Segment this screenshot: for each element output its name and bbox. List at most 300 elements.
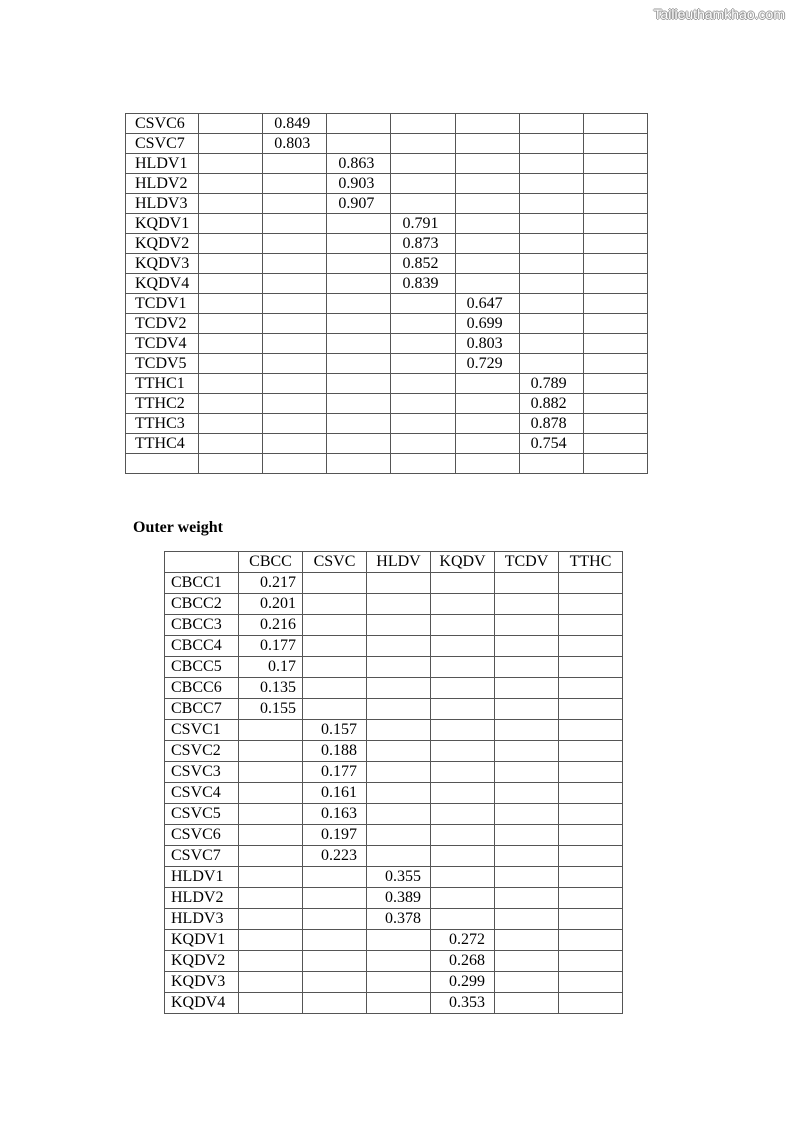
table-row — [165, 678, 623, 699]
table-cell — [199, 114, 263, 134]
table-cell: 0.201 — [239, 594, 303, 615]
table-cell — [431, 657, 495, 678]
table-cell — [519, 334, 583, 354]
table-cell — [327, 394, 391, 414]
table-cell — [495, 846, 559, 867]
table-row — [126, 174, 648, 194]
table-cell — [559, 699, 623, 720]
table-cell — [367, 846, 431, 867]
table-cell: 0.378 — [367, 909, 431, 930]
table-cell — [239, 741, 303, 762]
table-cell — [519, 294, 583, 314]
table-cell — [583, 374, 647, 394]
table-cell — [303, 867, 367, 888]
row-label: CBCC6 — [165, 678, 239, 699]
table-row — [126, 114, 648, 134]
table-cell — [431, 762, 495, 783]
table-cell — [559, 720, 623, 741]
table-cell: 0.789 — [519, 374, 583, 394]
table-cell: 0.268 — [431, 951, 495, 972]
table-cell — [559, 972, 623, 993]
table-cell — [559, 594, 623, 615]
table-cell — [519, 274, 583, 294]
row-label: CSVC4 — [165, 783, 239, 804]
table-cell — [431, 741, 495, 762]
table-cell — [327, 374, 391, 394]
table-cell: 0.163 — [303, 804, 367, 825]
table-cell: 0.272 — [431, 930, 495, 951]
row-label: KQDV1 — [165, 930, 239, 951]
table-cell — [519, 454, 583, 474]
table-cell — [519, 254, 583, 274]
table-cell: 0.803 — [455, 334, 519, 354]
table-cell — [391, 194, 455, 214]
table-cell — [263, 294, 327, 314]
table-cell: 0.197 — [303, 825, 367, 846]
row-label: KQDV2 — [165, 951, 239, 972]
table-cell — [199, 314, 263, 334]
table-row — [126, 274, 648, 294]
table-cell — [263, 394, 327, 414]
table-cell: 0.754 — [519, 434, 583, 454]
table-cell — [199, 194, 263, 214]
table-row — [165, 615, 623, 636]
table-cell — [559, 636, 623, 657]
table-cell — [367, 783, 431, 804]
table-row — [165, 930, 623, 951]
table-cell — [263, 214, 327, 234]
row-label: CBCC4 — [165, 636, 239, 657]
table-cell: 0.699 — [455, 314, 519, 334]
table-cell — [559, 657, 623, 678]
table-cell — [239, 951, 303, 972]
table-cell — [367, 678, 431, 699]
table-cell — [263, 274, 327, 294]
table-cell — [199, 254, 263, 274]
table-cell — [495, 867, 559, 888]
table-cell — [519, 194, 583, 214]
row-label: CSVC7 — [126, 134, 199, 154]
table-cell — [391, 154, 455, 174]
table-row — [165, 720, 623, 741]
table-cell — [583, 214, 647, 234]
table-cell — [367, 741, 431, 762]
table-cell — [303, 657, 367, 678]
table-cell — [495, 804, 559, 825]
table-row — [126, 394, 648, 414]
table-row — [126, 234, 648, 254]
table-row — [165, 657, 623, 678]
table-cell — [559, 573, 623, 594]
row-label: KQDV4 — [165, 993, 239, 1014]
table-cell — [559, 678, 623, 699]
table-cell — [327, 134, 391, 154]
table-cell — [559, 951, 623, 972]
outer-weight-table — [164, 551, 623, 1014]
table-cell — [327, 314, 391, 334]
table-row — [165, 594, 623, 615]
table-cell — [455, 234, 519, 254]
table-row — [165, 909, 623, 930]
table-cell — [199, 274, 263, 294]
table-cell — [431, 888, 495, 909]
table-cell — [327, 294, 391, 314]
table-cell — [455, 174, 519, 194]
table-cell — [431, 804, 495, 825]
outer-loadings-table — [125, 113, 648, 474]
table-cell — [303, 699, 367, 720]
table-row — [165, 783, 623, 804]
table-row — [126, 154, 648, 174]
table-cell — [455, 254, 519, 274]
table-cell: 0.155 — [239, 699, 303, 720]
table-cell: 0.355 — [367, 867, 431, 888]
table-cell — [559, 783, 623, 804]
column-header: TCDV — [495, 552, 559, 573]
row-label: CBCC2 — [165, 594, 239, 615]
table-cell — [431, 825, 495, 846]
table-row — [165, 804, 623, 825]
table-cell: 0.299 — [431, 972, 495, 993]
table-cell — [239, 909, 303, 930]
table-cell — [431, 615, 495, 636]
table-cell — [495, 951, 559, 972]
table-cell — [495, 699, 559, 720]
table-cell — [455, 454, 519, 474]
row-label: KQDV3 — [165, 972, 239, 993]
column-header: CBCC — [239, 552, 303, 573]
table-cell — [367, 699, 431, 720]
table-cell: 0.907 — [327, 194, 391, 214]
table-row — [126, 134, 648, 154]
table-cell — [199, 234, 263, 254]
row-label: CBCC1 — [165, 573, 239, 594]
table-cell — [199, 414, 263, 434]
table-cell — [455, 394, 519, 414]
table-cell — [263, 154, 327, 174]
table-cell: 0.157 — [303, 720, 367, 741]
table-cell — [367, 993, 431, 1014]
table-cell — [263, 354, 327, 374]
table-cell — [199, 354, 263, 374]
column-header — [165, 552, 239, 573]
table-cell — [391, 454, 455, 474]
table-cell: 0.729 — [455, 354, 519, 374]
table-cell — [495, 741, 559, 762]
table-cell — [519, 134, 583, 154]
table-row — [126, 334, 648, 354]
table-row — [126, 434, 648, 454]
column-header: KQDV — [431, 552, 495, 573]
table-cell — [495, 657, 559, 678]
table-cell — [583, 154, 647, 174]
table-cell — [239, 867, 303, 888]
table-cell — [431, 636, 495, 657]
watermark-text: Tailieuthamkhao.com — [653, 6, 785, 22]
table-cell — [495, 594, 559, 615]
table-cell — [519, 114, 583, 134]
table-cell — [239, 720, 303, 741]
row-label: HLDV3 — [165, 909, 239, 930]
table-cell — [327, 214, 391, 234]
row-label: KQDV1 — [126, 214, 199, 234]
table-cell — [583, 174, 647, 194]
row-label: TTHC3 — [126, 414, 199, 434]
table-cell — [327, 434, 391, 454]
table-cell — [303, 972, 367, 993]
table-cell: 0.839 — [391, 274, 455, 294]
table-cell — [239, 762, 303, 783]
table-cell — [327, 414, 391, 434]
table-cell: 0.217 — [239, 573, 303, 594]
table-cell — [431, 594, 495, 615]
table-row — [165, 825, 623, 846]
table-cell — [583, 314, 647, 334]
table-cell: 0.647 — [455, 294, 519, 314]
table-cell — [455, 274, 519, 294]
table-cell — [303, 993, 367, 1014]
table-cell: 0.882 — [519, 394, 583, 414]
table-cell — [391, 174, 455, 194]
table-cell: 0.849 — [263, 114, 327, 134]
table-cell: 0.863 — [327, 154, 391, 174]
table-cell — [583, 394, 647, 414]
table-row — [126, 254, 648, 274]
table-cell — [327, 334, 391, 354]
table-cell — [391, 414, 455, 434]
table-cell — [263, 454, 327, 474]
table-cell — [327, 114, 391, 134]
table-cell — [239, 846, 303, 867]
table-row — [165, 636, 623, 657]
table-cell — [519, 214, 583, 234]
table-row — [165, 573, 623, 594]
table-cell — [263, 234, 327, 254]
column-header: HLDV — [367, 552, 431, 573]
table-cell — [519, 354, 583, 374]
table-cell — [583, 134, 647, 154]
row-label: TCDV1 — [126, 294, 199, 314]
table-cell — [327, 354, 391, 374]
table-cell — [391, 334, 455, 354]
table-cell — [303, 909, 367, 930]
table-cell — [367, 720, 431, 741]
row-label: CBCC3 — [165, 615, 239, 636]
table-cell — [391, 134, 455, 154]
table-cell — [367, 825, 431, 846]
table-cell: 0.873 — [391, 234, 455, 254]
table-cell — [263, 254, 327, 274]
table-cell — [431, 678, 495, 699]
table-cell — [431, 846, 495, 867]
table-cell — [559, 909, 623, 930]
table-cell — [263, 414, 327, 434]
table-cell: 0.791 — [391, 214, 455, 234]
table-cell — [367, 951, 431, 972]
table-cell — [495, 573, 559, 594]
table-cell — [495, 930, 559, 951]
table-row — [126, 414, 648, 434]
table-cell — [583, 354, 647, 374]
table-cell — [559, 930, 623, 951]
table-cell — [519, 174, 583, 194]
table-cell — [327, 254, 391, 274]
table-cell — [367, 804, 431, 825]
table-cell — [583, 114, 647, 134]
row-label: HLDV3 — [126, 194, 199, 214]
row-label: CSVC6 — [165, 825, 239, 846]
table-cell — [583, 254, 647, 274]
header-row — [165, 552, 623, 573]
table-row — [126, 454, 648, 474]
table-cell — [303, 930, 367, 951]
table-row — [165, 951, 623, 972]
table-cell — [199, 174, 263, 194]
table-cell — [431, 720, 495, 741]
row-label: HLDV1 — [165, 867, 239, 888]
table-cell — [583, 274, 647, 294]
table-cell — [391, 434, 455, 454]
table-cell — [199, 434, 263, 454]
row-label: HLDV2 — [126, 174, 199, 194]
table-cell — [559, 825, 623, 846]
row-label: HLDV2 — [165, 888, 239, 909]
table-cell — [559, 741, 623, 762]
table-cell — [455, 414, 519, 434]
table-cell — [455, 374, 519, 394]
table-cell — [495, 762, 559, 783]
table-cell — [495, 615, 559, 636]
table-cell — [559, 804, 623, 825]
table-cell — [239, 930, 303, 951]
table-cell — [239, 972, 303, 993]
table-cell — [239, 825, 303, 846]
table-cell — [519, 314, 583, 334]
table-cell — [263, 434, 327, 454]
row-label — [126, 454, 199, 474]
table-cell — [327, 274, 391, 294]
table-row — [126, 214, 648, 234]
table-cell — [455, 134, 519, 154]
table-cell — [327, 454, 391, 474]
table-cell — [583, 194, 647, 214]
table-cell — [583, 294, 647, 314]
table-cell — [303, 636, 367, 657]
row-label: CSVC3 — [165, 762, 239, 783]
table-cell — [303, 594, 367, 615]
table-cell — [455, 214, 519, 234]
row-label: KQDV3 — [126, 254, 199, 274]
table-row — [165, 846, 623, 867]
table-cell — [495, 888, 559, 909]
row-label: CSVC6 — [126, 114, 199, 134]
table-cell: 0.223 — [303, 846, 367, 867]
table-row — [165, 867, 623, 888]
table-cell — [263, 194, 327, 214]
table-cell — [199, 214, 263, 234]
table-cell: 0.135 — [239, 678, 303, 699]
table-cell — [367, 762, 431, 783]
table-cell — [367, 930, 431, 951]
table-cell — [495, 909, 559, 930]
row-label: TTHC1 — [126, 374, 199, 394]
table-cell — [495, 972, 559, 993]
row-label: KQDV2 — [126, 234, 199, 254]
table-cell — [431, 909, 495, 930]
table-cell — [263, 374, 327, 394]
table-row — [165, 972, 623, 993]
row-label: CSVC7 — [165, 846, 239, 867]
table-cell — [391, 294, 455, 314]
table-cell — [199, 394, 263, 414]
table-cell — [367, 972, 431, 993]
table-row — [126, 374, 648, 394]
table-cell — [455, 114, 519, 134]
table-cell — [495, 993, 559, 1014]
table-cell — [263, 314, 327, 334]
table-cell — [559, 888, 623, 909]
table-cell — [559, 762, 623, 783]
row-label: CSVC1 — [165, 720, 239, 741]
table-cell — [367, 636, 431, 657]
table-row — [165, 762, 623, 783]
row-label: CBCC5 — [165, 657, 239, 678]
table-cell: 0.903 — [327, 174, 391, 194]
table-cell: 0.161 — [303, 783, 367, 804]
table-row — [126, 314, 648, 334]
table-cell: 0.803 — [263, 134, 327, 154]
table-cell — [303, 951, 367, 972]
table-cell — [199, 134, 263, 154]
table-cell — [303, 678, 367, 699]
table-cell — [391, 114, 455, 134]
table-cell — [431, 699, 495, 720]
table-cell — [391, 394, 455, 414]
row-label: HLDV1 — [126, 154, 199, 174]
table-cell — [263, 174, 327, 194]
row-label: CSVC2 — [165, 741, 239, 762]
table-cell — [327, 234, 391, 254]
column-header: TTHC — [559, 552, 623, 573]
table-cell — [583, 454, 647, 474]
table-cell — [303, 573, 367, 594]
table-row — [126, 194, 648, 214]
table-cell: 0.852 — [391, 254, 455, 274]
table-cell — [431, 573, 495, 594]
row-label: KQDV4 — [126, 274, 199, 294]
table-cell: 0.353 — [431, 993, 495, 1014]
row-label: TTHC2 — [126, 394, 199, 414]
table-cell — [559, 846, 623, 867]
table-cell — [367, 657, 431, 678]
table-cell — [583, 414, 647, 434]
row-label: TCDV2 — [126, 314, 199, 334]
table-cell — [391, 374, 455, 394]
table-cell: 0.17 — [239, 657, 303, 678]
table-cell: 0.216 — [239, 615, 303, 636]
table-cell — [495, 720, 559, 741]
table-cell — [455, 154, 519, 174]
table-cell: 0.177 — [239, 636, 303, 657]
table-row — [165, 993, 623, 1014]
row-label: TCDV4 — [126, 334, 199, 354]
table-cell — [583, 234, 647, 254]
column-header: CSVC — [303, 552, 367, 573]
table-row — [126, 294, 648, 314]
row-label: CBCC7 — [165, 699, 239, 720]
table-cell: 0.878 — [519, 414, 583, 434]
table-cell — [583, 334, 647, 354]
